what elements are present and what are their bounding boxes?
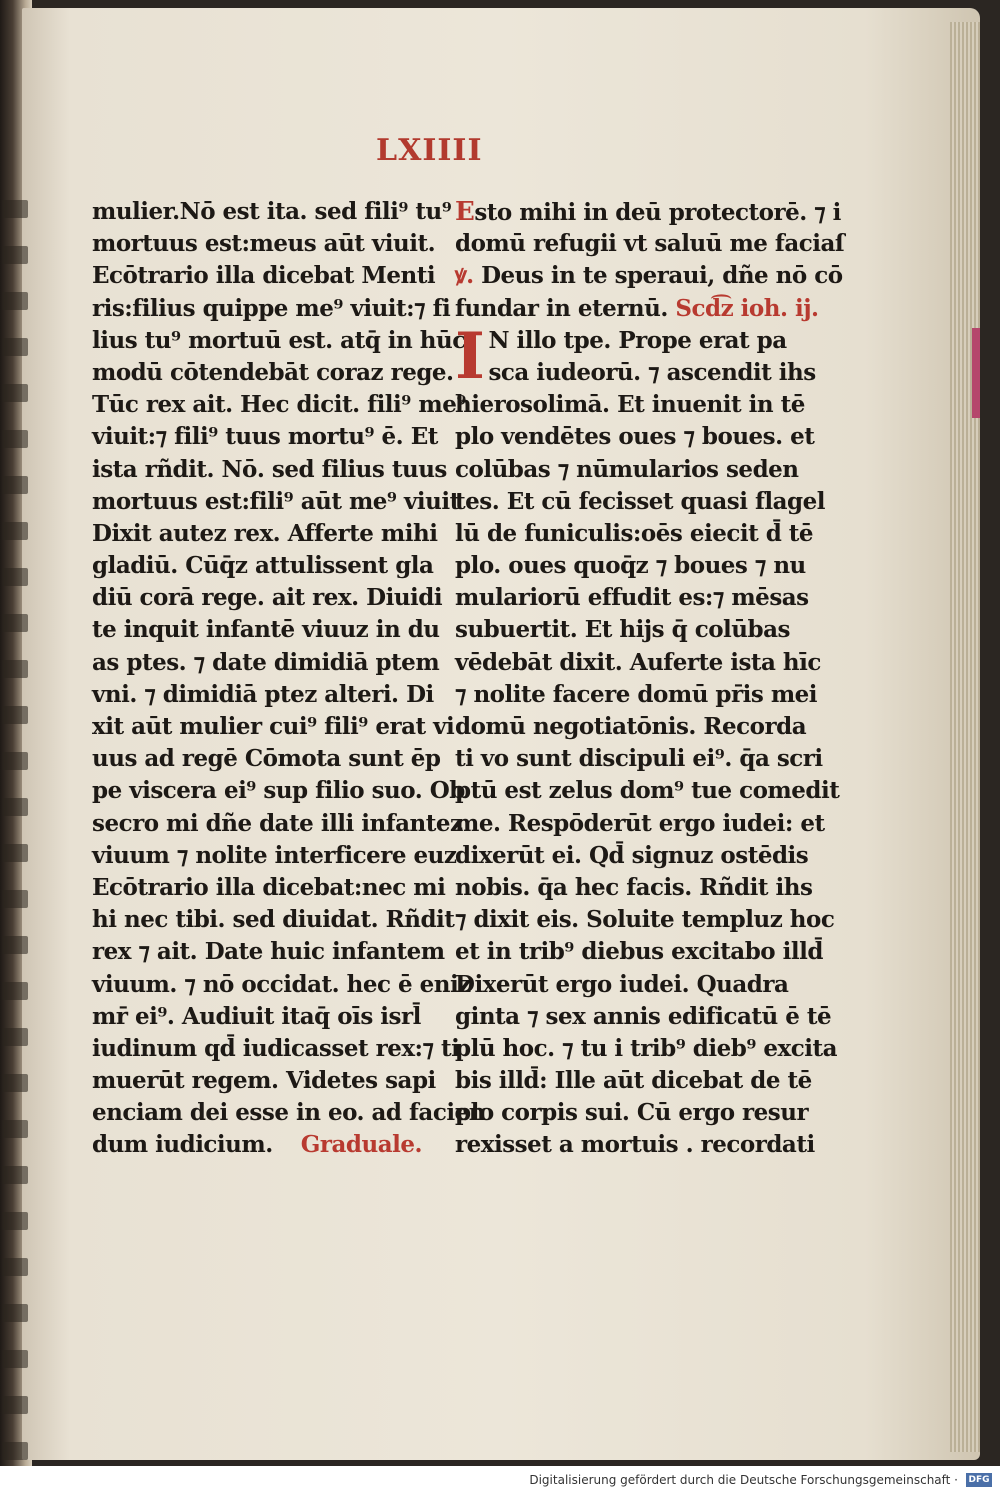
text-line: modū cōtendebāt coraz rege. <box>92 358 454 386</box>
text-line: Ecōtrario illa dicebat:nec mi <box>92 873 446 901</box>
text-line: lius tu⁹ mortuū est. atq̄ in hūc <box>92 326 466 354</box>
dfg-logo: DFG <box>966 1473 992 1487</box>
text-line: plo vendētes oues ⁊ boues. et <box>455 423 815 451</box>
text-line: te inquit infantē viuuz in du <box>92 616 440 644</box>
text-line: muerūt regem. Videtes sapi <box>92 1067 436 1095</box>
text-line: Dixerūt ergo iudei. Quadra <box>455 970 789 998</box>
text-line: Tūc rex ait. Hec dicit. fili⁹ me⁹ <box>92 391 466 419</box>
text-line: rexisset a mortuis . recordati <box>455 1131 815 1159</box>
text-line: sca iudeorū. ⁊ ascendit ihs <box>488 358 816 386</box>
gradual-rubric: Graduale. <box>300 1131 422 1159</box>
text-line: uus ad regē Cōmota sunt ēp <box>92 745 441 773</box>
text-line: subuertit. Et hijs q̄ colūbas <box>455 616 790 644</box>
text-line: pe viscera ei⁹ sup filio suo. Ob <box>92 777 465 805</box>
text-line: ⁊ dixit eis. Soluite templuz hoc <box>455 906 835 934</box>
text-line: Ecōtrario illa dicebat Menti <box>92 262 436 290</box>
text-line: viuum ⁊ nolite interficere euz <box>92 841 457 869</box>
previous-page-fragment <box>2 200 28 1460</box>
text-line: plo. oues quoq̄z ⁊ boues ⁊ nu <box>455 552 806 580</box>
text-line: ista rñdit. Nō. sed filius tuus <box>92 455 447 483</box>
footer-credit: Digitalisierung gefördert durch die Deutsche Forschungsgemeinschaft · <box>529 1472 958 1487</box>
text-line: xit aūt mulier cui⁹ fili⁹ erat vi <box>92 713 455 740</box>
text-line: vēdebāt dixit. Auferte ista hīc <box>455 648 821 676</box>
folio-number: LXIIII <box>376 133 483 168</box>
text-line: mortuus est:meus aūt viuit. <box>92 230 436 258</box>
text-line: ⁊ nolite facere domū pr̄is mei <box>455 680 818 708</box>
text-line: domū refugii vt saluū me faciaſ <box>455 230 845 258</box>
text-line: plo corpis sui. Cū ergo resur <box>455 1099 809 1127</box>
text-line: N illo tpe. Prope erat pa <box>488 326 787 354</box>
text-line: ti vo sunt discipuli ei⁹. q̄a scri <box>455 745 823 773</box>
left-text-column <box>92 196 485 1162</box>
text-line: iudinum qd̄ iudicasset rex:⁊ ti <box>92 1034 460 1062</box>
text-line: bis illd̄: Ille aūt dicebat de tē <box>455 1067 812 1095</box>
text-line: diū corā rege. ait rex. Diuidi <box>92 584 443 612</box>
text-line: viuum. ⁊ nō occidat. hec ē eniz <box>92 970 471 998</box>
text-line: ginta ⁊ sex annis edificatū ē tē <box>455 1002 832 1030</box>
text-line: hi nec tibi. sed diuidat. Rñdit <box>92 906 455 934</box>
text-line: dum iudicium. Graduale. <box>92 1131 422 1159</box>
text-line: hierosolimā. Et inuenit in tē <box>455 391 805 419</box>
text-line: gladiū. Cūq̄z attulissent gla <box>92 552 434 580</box>
text-line: rex ⁊ ait. Date huic infantem <box>92 938 445 966</box>
text-line: viuit:⁊ fili⁹ tuus mortu⁹ ē. Et <box>92 423 438 451</box>
text-line: mulier.Nō est ita. sed fili⁹ tu⁹ <box>92 198 452 225</box>
text-line: et in trib⁹ diebus excitabo illd̄ <box>455 938 823 966</box>
text-line: plū hoc. ⁊ tu i trib⁹ dieb⁹ excita <box>455 1034 838 1062</box>
text-line: enciam dei esse in eo. ad facien <box>92 1099 485 1127</box>
text-line: Dixit autez rex. Afferte mihi <box>92 519 438 547</box>
text-line: ris:filius quippe me⁹ viuit:⁊ fi <box>92 294 451 322</box>
text-line: secro mi dñe date illi infantez <box>92 809 463 837</box>
text-line: vni. ⁊ dimidiā ptez alteri. Di <box>92 680 434 708</box>
bookmark-ribbon <box>972 328 980 418</box>
text-line: mulariorū effudit es:⁊ mēsas <box>455 584 809 612</box>
text-line: colūbas ⁊ nūmularios seden <box>455 455 799 483</box>
text-line: ptū est zelus dom⁹ tue comedit <box>455 777 840 805</box>
text-line: dixerūt ei. Qd̄ signuz ostēdis <box>455 841 809 869</box>
rubric-initial-e: E <box>455 197 475 227</box>
digitization-footer <box>0 1466 1000 1493</box>
versicle-line: ꝟ. Deus in te speraui, dñe nō cō <box>455 262 843 290</box>
text-line: nobis. q̄a hec facis. Rñdit ihs <box>455 873 813 901</box>
text-line: mortuus est:fili⁹ aūt me⁹ viuit <box>92 487 460 515</box>
gospel-rubric: Scd͡z ioh. ij. <box>675 294 819 322</box>
text-line: lū de funiculis:oēs eiecit d̄ tē <box>455 519 814 547</box>
text-line: tes. Et cū fecisset quasi flagel <box>455 487 825 515</box>
text-line: Esto mihi in deū protectorē. ⁊ i <box>455 197 841 227</box>
text-line: domū negotiatōnis. Recorda <box>455 713 807 740</box>
text-line: mr̄ ei⁹. Audiuit itaq̄ oīs isrl̄ <box>92 1002 421 1030</box>
rubric-initial-i: I <box>455 318 485 394</box>
text-line: as ptes. ⁊ date dimidiā ptem <box>92 648 440 676</box>
versicle-sign: ꝟ. <box>455 262 474 290</box>
right-text-column <box>455 196 845 1162</box>
gospel-text <box>455 318 840 1162</box>
text-line: fundar in eternū. Scd͡z ioh. ij. <box>455 294 819 322</box>
page-edges <box>950 22 980 1452</box>
text-line: me. Respōderūt ergo iudei: et <box>455 809 825 837</box>
